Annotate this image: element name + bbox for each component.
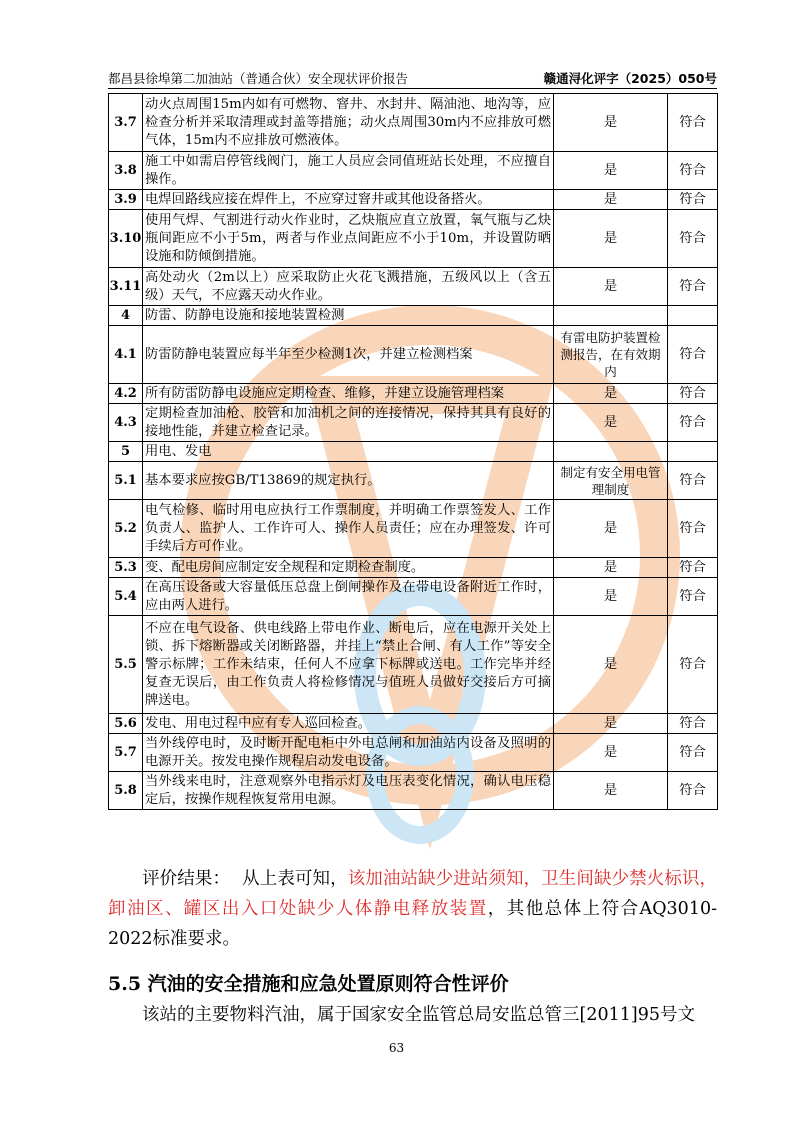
row-result: 是 bbox=[554, 500, 668, 558]
row-result: 是 bbox=[554, 578, 668, 616]
row-conformity: 符合 bbox=[668, 404, 718, 442]
row-content: 定期检查加油枪、胶管和加油机之间的连接情况，保持其具有良好的接地性能，并建立检查记录。 bbox=[143, 404, 554, 442]
row-conformity: 符合 bbox=[668, 714, 718, 734]
row-content: 动火点周围15m内如有可燃物、窨井、水封井、隔油池、地沟等，应检查分析并采取清理或封盖等措施；动火点周围30m内不应排放可燃气体，15m内不应排放可燃液体。 bbox=[143, 94, 554, 152]
row-result bbox=[554, 306, 668, 326]
row-number: 5.6 bbox=[109, 714, 143, 734]
row-content: 基本要求应按GB/T13869的规定执行。 bbox=[143, 462, 554, 500]
table-row bbox=[109, 404, 718, 442]
row-result: 有雷电防护装置检测报告，在有效期内 bbox=[554, 326, 668, 384]
table-row bbox=[109, 734, 718, 772]
row-result: 是 bbox=[554, 714, 668, 734]
row-number: 5.2 bbox=[109, 500, 143, 558]
row-number: 3.11 bbox=[109, 268, 143, 306]
row-result: 是 bbox=[554, 384, 668, 404]
section-intro bbox=[108, 1000, 717, 1030]
row-content: 当外线停电时，及时断开配电柜中外电总闸和加油站内设备及照明的电源开关。按发电操作规程启动发电设备。 bbox=[143, 734, 554, 772]
row-result: 是 bbox=[554, 558, 668, 578]
row-content: 当外线来电时，注意观察外电指示灯及电压表变化情况，确认电压稳定后，按操作规程恢复常用电源。 bbox=[143, 772, 554, 810]
table-row bbox=[109, 462, 718, 500]
row-conformity: 符合 bbox=[668, 190, 718, 210]
table-row bbox=[109, 772, 718, 810]
table-row bbox=[109, 558, 718, 578]
row-result: 是 bbox=[554, 152, 668, 190]
row-content: 防雷、防静电设施和接地装置检测 bbox=[143, 306, 554, 326]
evaluation-result bbox=[108, 864, 717, 954]
row-content: 变、配电房间应制定安全规程和定期检查制度。 bbox=[143, 558, 554, 578]
table-row bbox=[109, 210, 718, 268]
row-conformity: 符合 bbox=[668, 616, 718, 714]
row-conformity: 符合 bbox=[668, 210, 718, 268]
table-row bbox=[109, 714, 718, 734]
inspection-table bbox=[108, 93, 718, 810]
row-number: 4.1 bbox=[109, 326, 143, 384]
row-number: 3.7 bbox=[109, 94, 143, 152]
row-content: 所有防雷防静电设施应定期检查、维修，并建立设施管理档案 bbox=[143, 384, 554, 404]
row-conformity: 符合 bbox=[668, 578, 718, 616]
row-content: 使用气焊、气割进行动火作业时，乙炔瓶应直立放置，氧气瓶与乙炔瓶间距应不小于5m，两者与作业点间距应不小于10m，并设置防晒设施和防倾倒措施。 bbox=[143, 210, 554, 268]
row-conformity: 符合 bbox=[668, 94, 718, 152]
row-result: 是 bbox=[554, 94, 668, 152]
table-row bbox=[109, 326, 718, 384]
row-result: 是 bbox=[554, 190, 668, 210]
row-content: 电焊回路线应接在焊件上，不应穿过窨井或其他设备搭火。 bbox=[143, 190, 554, 210]
row-conformity: 符合 bbox=[668, 268, 718, 306]
row-content: 防雷防静电装置应每半年至少检测1次，并建立检测档案 bbox=[143, 326, 554, 384]
row-result: 是 bbox=[554, 268, 668, 306]
row-result: 是 bbox=[554, 210, 668, 268]
row-result: 是 bbox=[554, 772, 668, 810]
row-conformity: 符合 bbox=[668, 500, 718, 558]
row-conformity: 符合 bbox=[668, 558, 718, 578]
row-number: 5.7 bbox=[109, 734, 143, 772]
row-conformity: 符合 bbox=[668, 462, 718, 500]
row-number: 5.1 bbox=[109, 462, 143, 500]
row-number: 5.3 bbox=[109, 558, 143, 578]
row-content: 不应在电气设备、供电线路上带电作业、断电后，应在电源开关处上锁、拆下熔断器或关闭断路器，并挂上“禁止合闸、有人工作”等安全警示标牌；工作未结束，任何人不应拿下标牌或送电。工作完毕并经复查无误后，由工作负责人将检修情况与值班人员做好交接后方可摘牌送电。 bbox=[143, 616, 554, 714]
table-row bbox=[109, 94, 718, 152]
table-row bbox=[109, 578, 718, 616]
row-conformity bbox=[668, 306, 718, 326]
row-content: 发电、用电过程中应有专人巡回检查。 bbox=[143, 714, 554, 734]
row-number: 5 bbox=[109, 442, 143, 462]
row-conformity: 符合 bbox=[668, 152, 718, 190]
row-conformity: 符合 bbox=[668, 772, 718, 810]
row-result: 是 bbox=[554, 734, 668, 772]
row-conformity bbox=[668, 442, 718, 462]
row-content: 施工中如需启停管线阀门，施工人员应会同值班站长处理，不应擅自操作。 bbox=[143, 152, 554, 190]
table-row bbox=[109, 152, 718, 190]
row-number: 3.9 bbox=[109, 190, 143, 210]
row-number: 4 bbox=[109, 306, 143, 326]
section-heading: 5.5 汽油的安全措施和应急处置原则符合性评价 bbox=[108, 973, 509, 995]
row-number: 5.8 bbox=[109, 772, 143, 810]
evaluation-deficiency: 该加油站缺少进站须知，卫生间缺少禁火标识，卸油区、罐区出入口处缺少人体静电释放装置 bbox=[108, 869, 718, 919]
row-result bbox=[554, 442, 668, 462]
row-content: 在高压设备或大容量低压总盘上倒闸操作及在带电设备附近工作时，应由两人进行。 bbox=[143, 578, 554, 616]
page-number: 63 bbox=[388, 1041, 405, 1055]
table-row bbox=[109, 268, 718, 306]
table-row bbox=[109, 190, 718, 210]
row-conformity: 符合 bbox=[668, 384, 718, 404]
row-content: 用电、发电 bbox=[143, 442, 554, 462]
section-intro-text: 该站的主要物料汽油，属于国家安全监管总局安监总管三[2011]95号文 bbox=[142, 1005, 695, 1025]
row-content: 电气检修、临时用电应执行工作票制度，并明确工作票签发人、工作负责人、监护人、工作许可人、操作人员责任；应在办理签发、许可手续后方可作业。 bbox=[143, 500, 554, 558]
row-result: 是 bbox=[554, 616, 668, 714]
row-number: 5.4 bbox=[109, 578, 143, 616]
evaluation-lead: 从上表可知， bbox=[242, 869, 348, 889]
row-conformity: 符合 bbox=[668, 734, 718, 772]
row-conformity: 符合 bbox=[668, 326, 718, 384]
row-number: 3.10 bbox=[109, 210, 143, 268]
table-row bbox=[109, 442, 718, 462]
row-result: 是 bbox=[554, 404, 668, 442]
row-number: 5.5 bbox=[109, 616, 143, 714]
row-content: 高处动火（2m以上）应采取防止火花飞溅措施，五级风以上（含五级）天气，不应露天动火作业。 bbox=[143, 268, 554, 306]
document-number: 赣通浔化评字（2025）050号 bbox=[543, 71, 717, 86]
evaluation-tail: ，其他总体上符合AQ3010-2022标准要求。 bbox=[108, 899, 717, 949]
table-row bbox=[109, 500, 718, 558]
row-result: 制定有安全用电管理制度 bbox=[554, 462, 668, 500]
table-row bbox=[109, 616, 718, 714]
evaluation-label: 评价结果： bbox=[142, 869, 231, 889]
report-title: 都昌县徐埠第二加油站（普通合伙）安全现状评价报告 bbox=[108, 71, 409, 86]
table-row bbox=[109, 306, 718, 326]
table-row bbox=[109, 384, 718, 404]
row-number: 4.3 bbox=[109, 404, 143, 442]
page-header bbox=[108, 66, 717, 89]
row-number: 4.2 bbox=[109, 384, 143, 404]
row-number: 3.8 bbox=[109, 152, 143, 190]
